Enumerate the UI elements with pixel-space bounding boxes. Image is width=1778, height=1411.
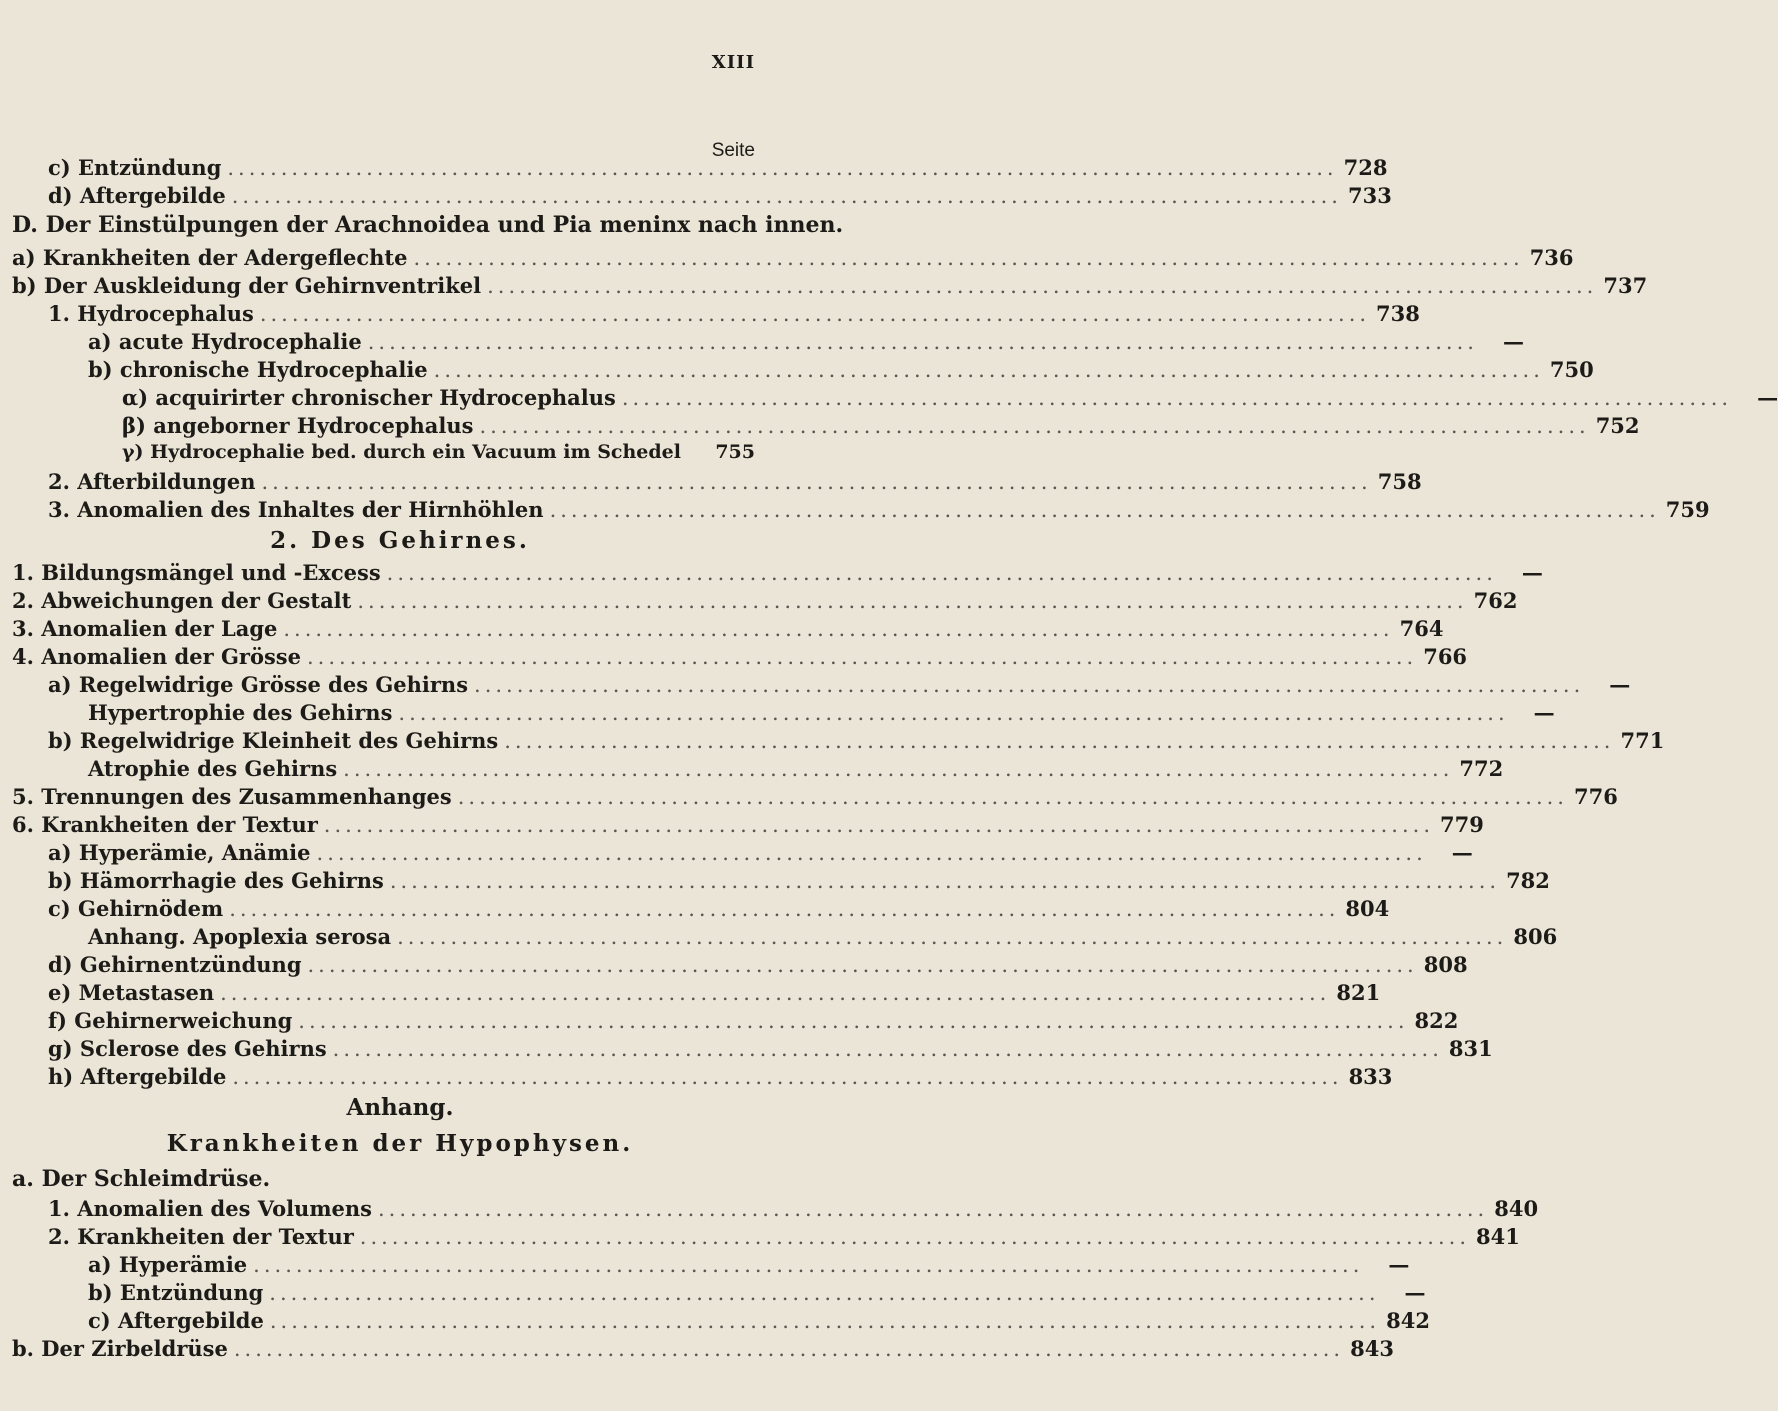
toc-entry: a) Regelwidrige Grösse des Gehirns ........................................................................................................ — <box>48 672 1631 697</box>
toc-entry: h) Aftergebilde ........................................................................................................ 833 <box>48 1064 1393 1089</box>
toc-entry: 2. Abweichungen der Gestalt ........................................................................................................ 762 <box>12 588 1518 613</box>
toc-entry: c) Aftergebilde ........................................................................................................ 842 <box>88 1308 1430 1333</box>
toc-entry: 1. Hydrocephalus ........................................................................................................ 738 <box>48 301 1420 326</box>
toc-entry: β) angeborner Hydrocephalus ........................................................................................................ 752 <box>122 413 1640 438</box>
seite-column-label: Seite <box>711 140 755 161</box>
toc-entry: γ) Hydrocephalie bed. durch ein Vacuum im Schedel 755 <box>122 441 755 463</box>
toc-entry: a) Hyperämie ........................................................................................................ — <box>88 1252 1410 1277</box>
toc-entry: 3. Anomalien des Inhaltes der Hirnhöhlen ........................................................................................................ 759 <box>48 497 1710 522</box>
toc-entry: Hypertrophie des Gehirns ........................................................................................................ — <box>88 700 1555 725</box>
toc-entry: 1. Anomalien des Volumens ........................................................................................................ 840 <box>48 1196 1539 1221</box>
toc-entry: 5. Trennungen des Zusammenhanges ........................................................................................................ 776 <box>12 784 1618 809</box>
toc-entry: 1. Bildungsmängel und -Excess ........................................................................................................ — <box>12 560 1543 585</box>
toc-entry: c) Entzündung ........................................................................................................ 728 <box>48 155 1388 180</box>
toc-entry: a) Krankheiten der Adergeflechte ........................................................................................................ 736 <box>12 245 1574 270</box>
subsection-heading-schleimdruese: a. Der Schleimdrüse. <box>12 1166 271 1192</box>
section-heading-hypophysen: Krankheiten der Hypophysen. <box>166 1130 634 1157</box>
toc-entry: Anhang. Apoplexia serosa ........................................................................................................ 806 <box>88 924 1558 949</box>
toc-entry: b) Entzündung ........................................................................................................ — <box>88 1280 1426 1305</box>
toc-entry: b. Der Zirbeldrüse ........................................................................................................ 843 <box>12 1336 1394 1361</box>
toc-entry: α) acquirirter chronischer Hydrocephalus ........................................................................................................ — <box>122 385 1778 410</box>
toc-entry: a) Hyperämie, Anämie ........................................................................................................ — <box>48 840 1473 865</box>
toc-entry: Atrophie des Gehirns ........................................................................................................ 772 <box>88 756 1504 781</box>
anhang-heading: Anhang. <box>346 1094 454 1121</box>
toc-entry: b) chronische Hydrocephalie ........................................................................................................ 750 <box>88 357 1594 382</box>
toc-entry: b) Regelwidrige Kleinheit des Gehirns ........................................................................................................ 771 <box>48 728 1665 753</box>
section-heading-d: D. Der Einstülpungen der Arachnoidea und Pia meninx nach innen. <box>12 212 844 238</box>
toc-entry: b) Der Auskleidung der Gehirnventrikel ........................................................................................................ 737 <box>12 273 1648 298</box>
toc-entry: a) acute Hydrocephalie ........................................................................................................ — <box>88 329 1524 354</box>
toc-entry: g) Sclerose des Gehirns ........................................................................................................ 831 <box>48 1036 1493 1061</box>
section-heading-gehirn: 2. Des Gehirnes. <box>270 527 530 554</box>
toc-entry: 2. Krankheiten der Textur ........................................................................................................ 841 <box>48 1224 1520 1249</box>
toc-entry: d) Aftergebilde ........................................................................................................ 733 <box>48 183 1392 208</box>
toc-entry: f) Gehirnerweichung ........................................................................................................ 822 <box>48 1008 1459 1033</box>
toc-entry: e) Metastasen ........................................................................................................ 821 <box>48 980 1381 1005</box>
toc-entry: c) Gehirnödem ........................................................................................................ 804 <box>48 896 1390 921</box>
page-number: XIII <box>711 52 755 73</box>
toc-entry: d) Gehirnentzündung ........................................................................................................ 808 <box>48 952 1468 977</box>
toc-entry: 3. Anomalien der Lage ........................................................................................................ 764 <box>12 616 1444 641</box>
toc-entry: 6. Krankheiten der Textur ........................................................................................................ 779 <box>12 812 1484 837</box>
toc-entry: 4. Anomalien der Grösse ........................................................................................................ 766 <box>12 644 1468 669</box>
toc-entry: 2. Afterbildungen ........................................................................................................ 758 <box>48 469 1422 494</box>
toc-entry: b) Hämorrhagie des Gehirns ........................................................................................................ 782 <box>48 868 1550 893</box>
